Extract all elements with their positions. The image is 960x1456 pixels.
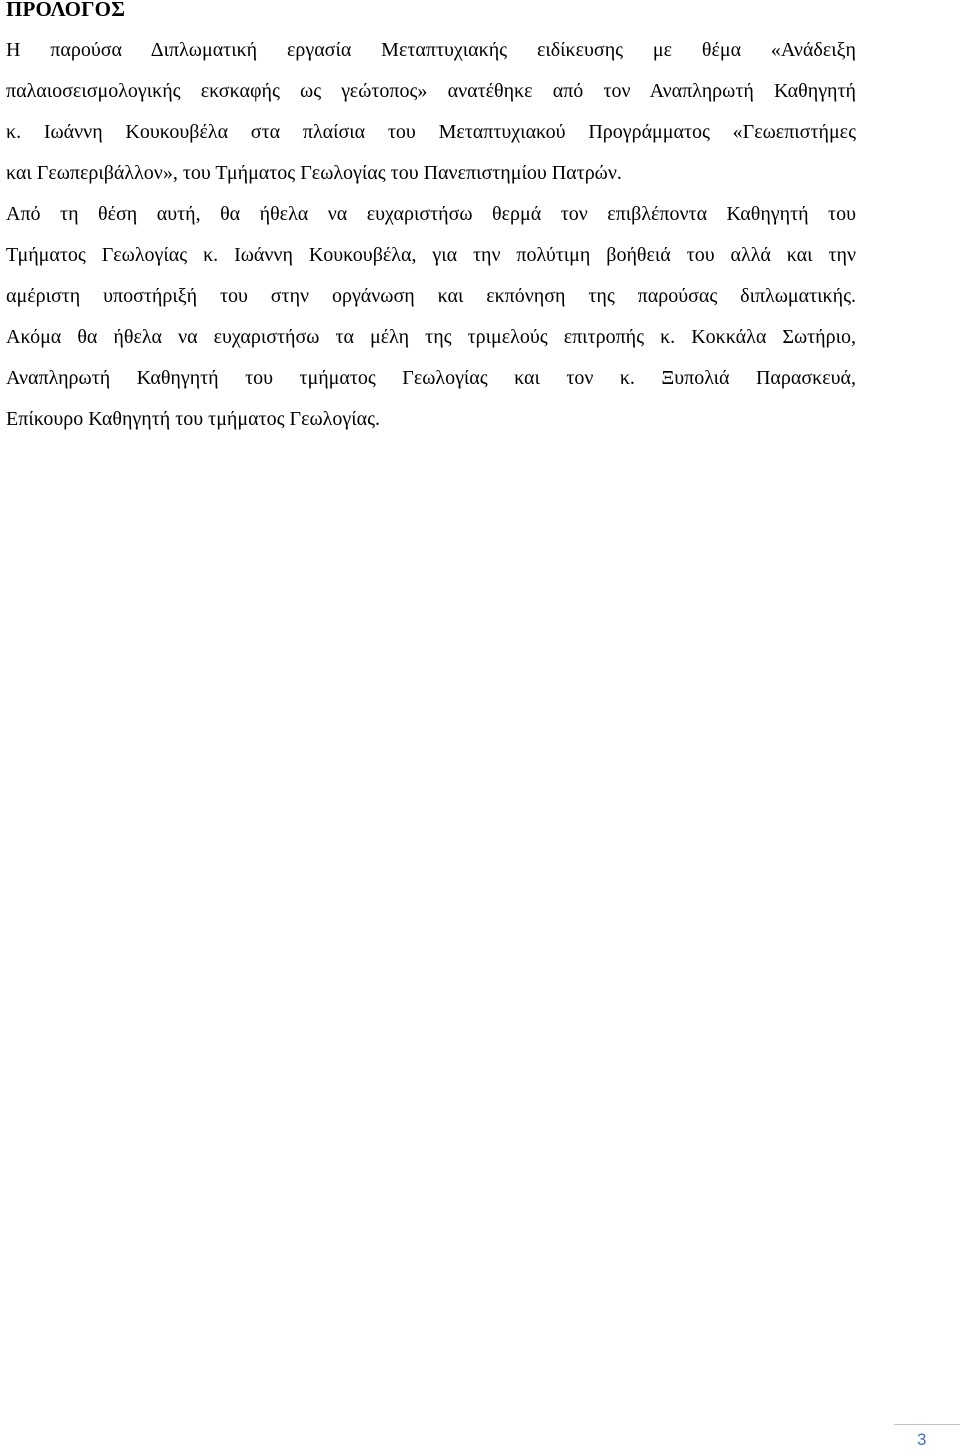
text-line: Από τη θέση αυτή, θα ήθελα να ευχαριστήσω θερμά τον επιβλέποντα Καθηγητή του [6,203,856,225]
text-line: παλαιοσεισμολογικής εκσκαφής ως γεώτοπος» ανατέθηκε από τον Αναπληρωτή Καθηγητή [6,80,856,102]
text-line: Επίκουρο Καθηγητή του τμήματος Γεωλογίας. [6,408,380,430]
footer-divider [894,1424,960,1425]
text-line: αμέριστη υποστήριξή του στην οργάνωση και εκπόνηση της παρούσας διπλωματικής. [6,285,856,307]
text-line: Αναπληρωτή Καθηγητή του τμήματος Γεωλογίας και τον κ. Ξυπολιά Παρασκευά, [6,367,856,389]
page-title: ΠΡΟΛΟΓΟΣ [6,0,126,21]
page-number: 3 [917,1430,927,1449]
text-line: Η παρούσα Διπλωματική εργασία Μεταπτυχιακής ειδίκευσης με θέμα «Ανάδειξη [6,39,856,61]
text-line: κ. Ιωάννη Κουκουβέλα στα πλαίσια του Μεταπτυχιακού Προγράμματος «Γεωεπιστήμες [6,121,856,143]
text-line: και Γεωπεριβάλλον», του Τμήματος Γεωλογίας του Πανεπιστημίου Πατρών. [6,162,622,184]
text-line: Ακόμα θα ήθελα να ευχαριστήσω τα μέλη της τριμελούς επιτροπής κ. Κοκκάλα Σωτήριο, [6,326,856,348]
text-line: Τμήματος Γεωλογίας κ. Ιωάννη Κουκουβέλα, για την πολύτιμη βοήθειά του αλλά και την [6,244,856,266]
